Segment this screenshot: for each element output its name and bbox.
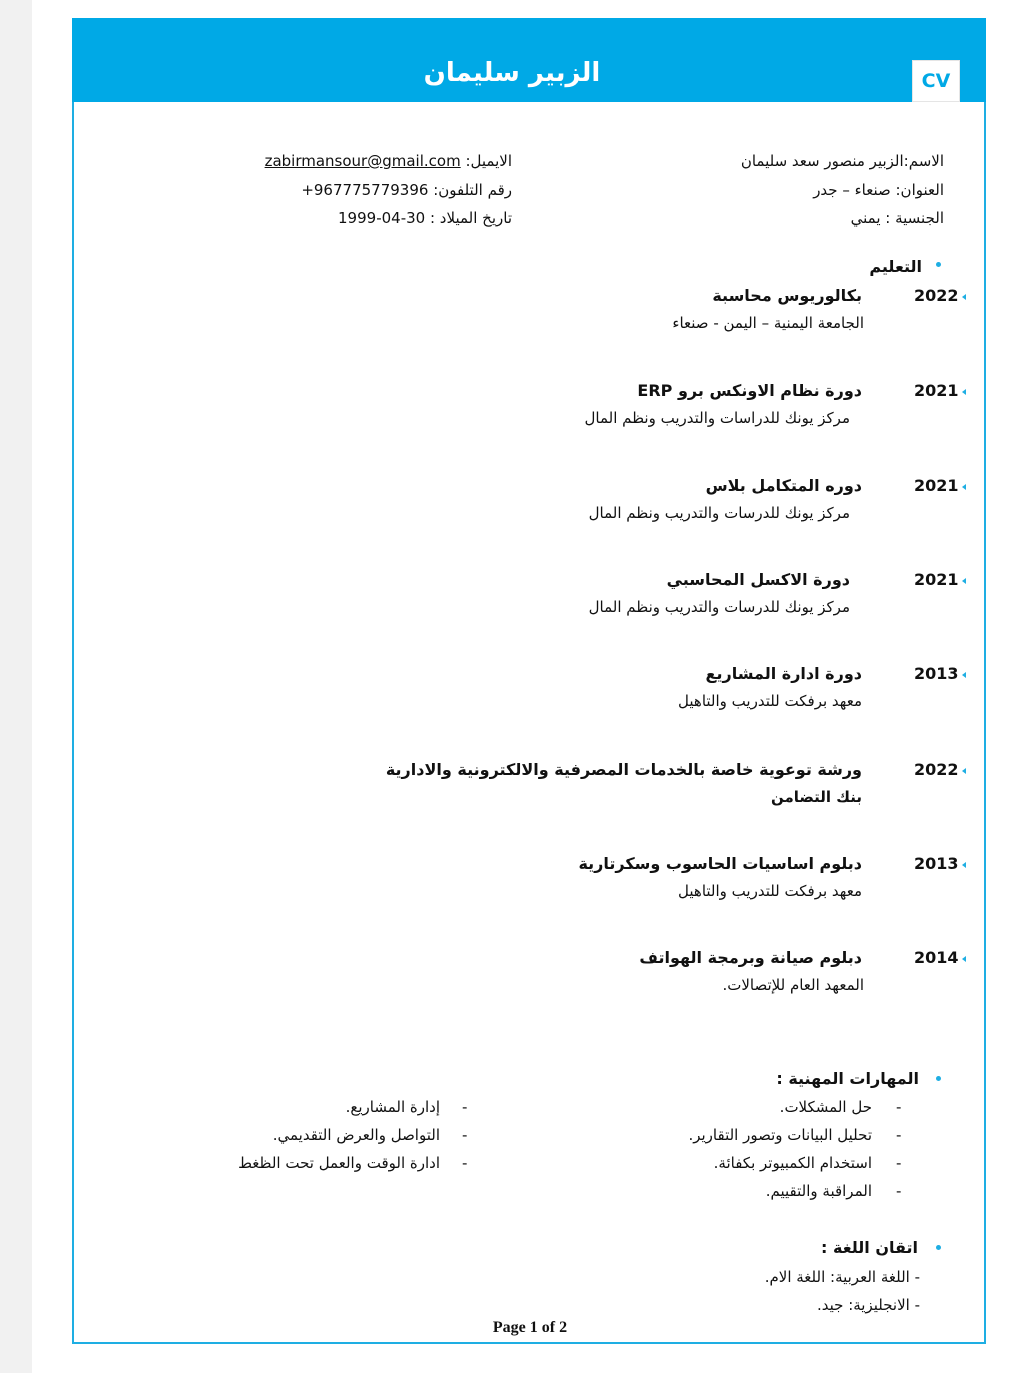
education-subtitle: بنك التضامن [770, 788, 862, 806]
language-item: - الانجليزية: جيد. [816, 1296, 920, 1314]
skill-item: حل المشكلات. [779, 1098, 872, 1116]
education-year: 2013 [914, 854, 959, 873]
skill-item: استخدام الكمبيوتر بكفائة. [713, 1154, 872, 1172]
education-year: 2014 [914, 948, 959, 967]
arrow-bullet-icon [962, 672, 966, 678]
education-year: 2021 [914, 476, 959, 495]
dash-marker: - [462, 1154, 468, 1172]
dash-marker: - [462, 1126, 468, 1144]
arrow-bullet-icon [962, 956, 966, 962]
personal-birthdate: تاريخ الميلاد : 30-04-1999 [338, 209, 512, 227]
dash-marker: - [896, 1154, 902, 1172]
email-link[interactable]: zabirmansour@gmail.com [264, 152, 461, 170]
education-year: 2022 [914, 760, 959, 779]
skill-item: إدارة المشاريع. [345, 1098, 440, 1116]
education-title: ورشة توعوية خاصة بالخدمات المصرفية والالكترونية والادارية [385, 760, 862, 779]
education-title: بكالوريوس محاسبة [712, 286, 862, 305]
cv-badge: CV [912, 60, 960, 102]
dash-marker: - [462, 1098, 468, 1116]
personal-nationality: الجنسية : يمني [850, 209, 944, 227]
education-title: دبلوم صيانة وبرمجة الهواتف [639, 948, 862, 967]
language-item: - اللغة العربية: اللغة الام. [764, 1268, 920, 1286]
dash-marker: - [896, 1126, 902, 1144]
skill-item: المراقبة والتقييم. [765, 1182, 872, 1200]
education-year: 2021 [914, 381, 959, 400]
education-year: 2013 [914, 664, 959, 683]
personal-phone: رقم التلفون: 967775779396+ [301, 181, 512, 199]
skill-item: تحليل البيانات وتصور التقارير. [688, 1126, 872, 1144]
personal-address: العنوان: صنعاء – جدر [813, 181, 944, 199]
arrow-bullet-icon [962, 768, 966, 774]
page-number: Page 1 of 2 [492, 1319, 568, 1336]
education-year: 2021 [914, 570, 959, 589]
skill-item: ادارة الوقت والعمل تحت الظغط [238, 1154, 440, 1172]
dash-marker: - [896, 1182, 902, 1200]
dash-marker: - [896, 1098, 902, 1116]
skills-heading: المهارات المهنية : [776, 1069, 919, 1088]
cv-name-title: الزبير سليمان [423, 58, 601, 88]
arrow-bullet-icon [962, 578, 966, 584]
education-title: دورة ادارة المشاريع [705, 664, 862, 683]
personal-email [265, 152, 512, 170]
education-subtitle: معهد برفكت للتدريب والتاهيل [678, 692, 862, 710]
arrow-bullet-icon [962, 484, 966, 490]
skill-item: التواصل والعرض التقديمي. [272, 1126, 440, 1144]
education-subtitle: الجامعة اليمنية – اليمن - صنعاء [672, 314, 864, 332]
education-title: دوره المتكامل بلاس [705, 476, 862, 495]
education-title: دبلوم اساسيات الحاسوب وسكرتارية [578, 854, 862, 873]
education-subtitle: مركز يونك للدراسات والتدريب ونظم المال [584, 409, 850, 427]
education-subtitle: مركز يونك للدرسات والتدريب ونظم المال [588, 504, 850, 522]
bullet-icon [936, 262, 941, 267]
arrow-bullet-icon [962, 389, 966, 395]
education-subtitle: معهد برفكت للتدريب والتاهيل [678, 882, 862, 900]
education-heading: التعليم [869, 257, 922, 276]
education-title: دورة الاكسل المحاسبي [666, 570, 850, 589]
email-label: الايميل: [465, 152, 512, 170]
personal-name: الاسم:الزبير منصور سعد سليمان [740, 152, 944, 170]
education-title: دورة نظام الاونكس برو ERP [637, 381, 862, 400]
arrow-bullet-icon [962, 294, 966, 300]
education-year: 2022 [914, 286, 959, 305]
languages-heading: اتقان اللغة : [821, 1238, 918, 1257]
bullet-icon [936, 1245, 941, 1250]
education-subtitle: مركز يونك للدرسات والتدريب ونظم المال [588, 598, 850, 616]
bullet-icon [936, 1076, 941, 1081]
arrow-bullet-icon [962, 862, 966, 868]
education-subtitle: المعهد العام للإتصالات. [722, 976, 864, 994]
